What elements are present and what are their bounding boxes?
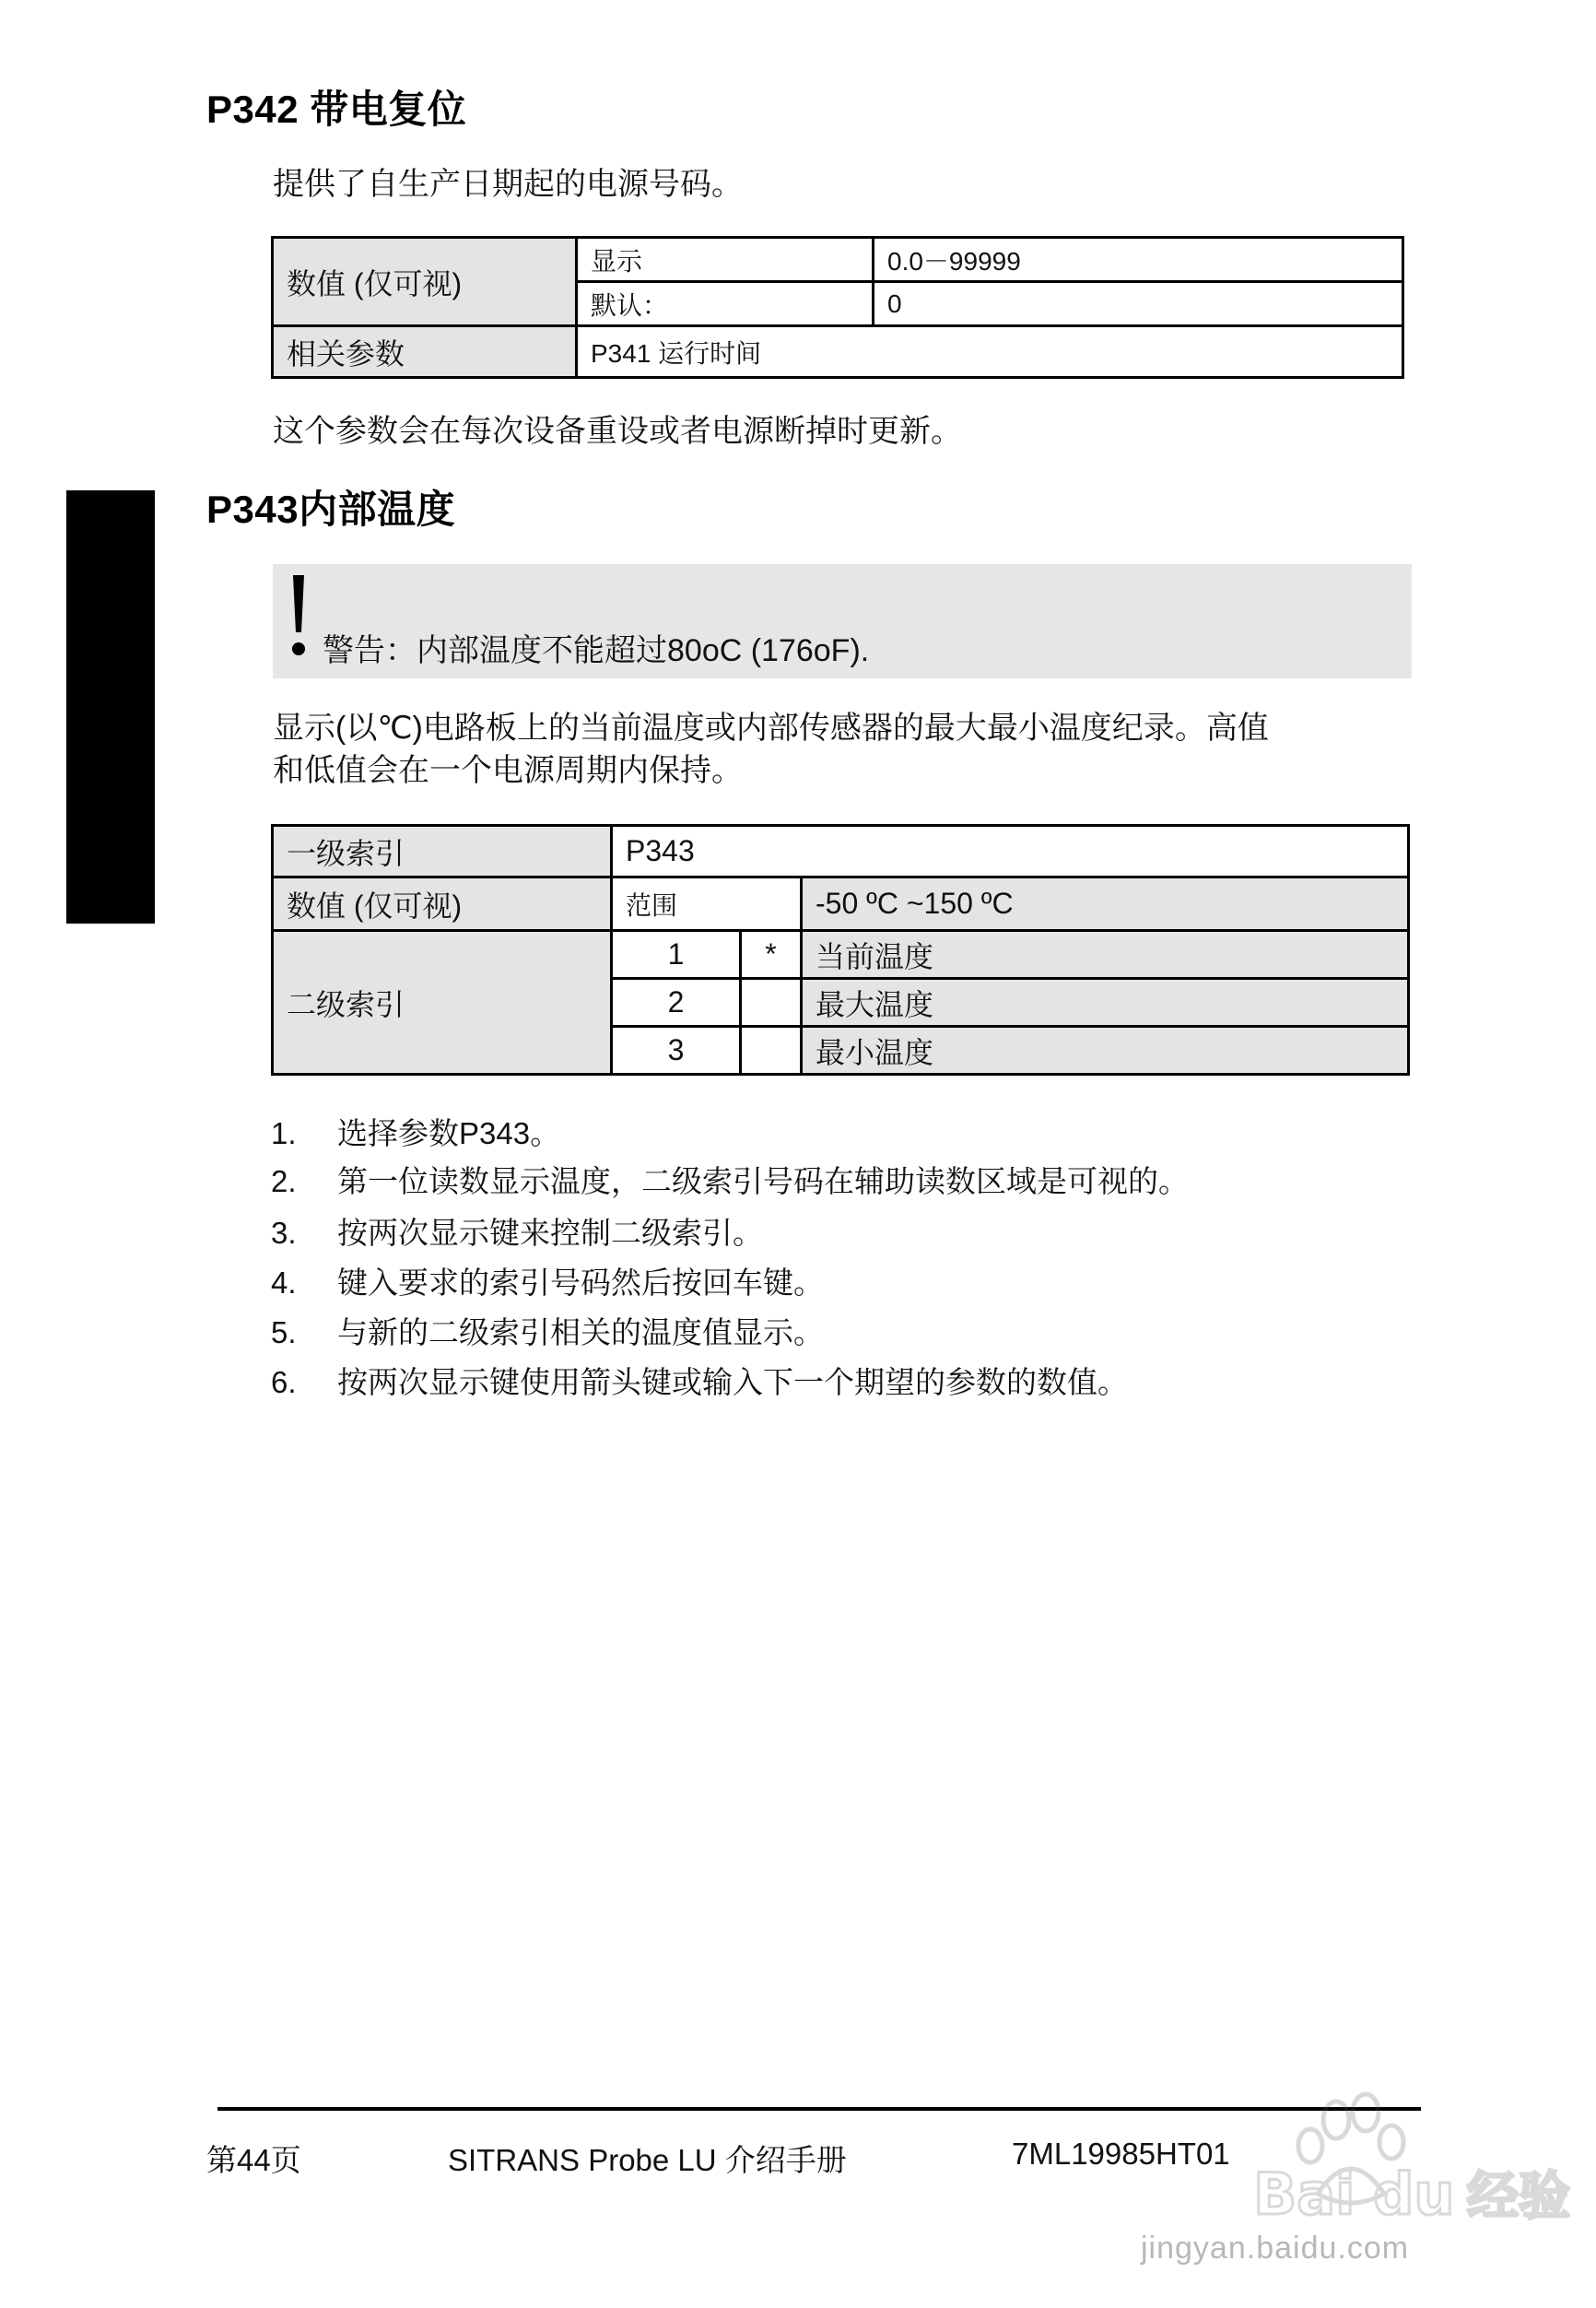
watermark-url: jingyan.baidu.com — [1141, 2231, 1410, 2266]
p342-note: 这个参数会在每次设备重设或者电源断掉时更新。 — [273, 414, 962, 449]
svg-text:du: du — [1373, 2161, 1455, 2228]
p343-table — [271, 824, 1410, 1076]
index-row-number: 3 — [612, 1027, 741, 1075]
footer-manual-title: SITRANS Probe LU 介绍手册 — [448, 2143, 847, 2177]
p342-description: 提供了自生产日期起的电源号码。 — [273, 167, 743, 202]
warning-exclamation-icon — [289, 575, 308, 658]
p342-related-label: 相关参数 — [273, 326, 577, 378]
list-item — [271, 1259, 824, 1302]
p342-title: P342 带电复位 — [206, 88, 467, 131]
list-item — [271, 1110, 560, 1153]
step-number: 4. — [271, 1266, 297, 1300]
index-row-number: 1 — [612, 931, 741, 979]
index-row-mark — [741, 979, 802, 1027]
baidu-watermark-logo — [1253, 2085, 1594, 2232]
index-row-mark: * — [741, 931, 802, 979]
secondary-index-label: 二级索引 — [273, 931, 612, 1075]
p342-display-label: 显示 — [577, 238, 874, 282]
p343-value-label: 数值 (仅可视) — [273, 877, 612, 931]
p342-table — [271, 236, 1404, 379]
step-text: 与新的二级索引相关的温度值显示。 — [337, 1315, 824, 1349]
warning-text: 警告：内部温度不能超过80oC (176oF). — [323, 633, 870, 668]
primary-index-value: P343 — [612, 826, 1409, 877]
svg-text:经验: 经验 — [1467, 2167, 1570, 2227]
step-number: 6. — [271, 1365, 297, 1399]
p343-description-line1: 显示(以℃)电路板上的当前温度或内部传感器的最大最小温度纪录。高值 — [273, 711, 1269, 746]
p342-default-label: 默认： — [577, 282, 874, 326]
p342-default-value: 0 — [874, 282, 1403, 326]
step-text: 按两次显示键来控制二级索引。 — [337, 1216, 763, 1250]
p343-description-line2: 和低值会在一个电源周期内保持。 — [273, 753, 743, 788]
list-item — [271, 1209, 763, 1253]
step-number: 3. — [271, 1216, 297, 1250]
footer-page-number: 第44页 — [206, 2143, 301, 2177]
step-text: 按两次显示键使用箭头键或输入下一个期望的参数的数值。 — [337, 1365, 1128, 1399]
p342-related-value: P341 运行时间 — [577, 326, 1403, 378]
p343-title: P343内部温度 — [206, 488, 456, 531]
section-tab — [66, 490, 155, 924]
step-text: 选择参数P343。 — [337, 1116, 561, 1150]
svg-text:Bai: Bai — [1253, 2161, 1355, 2228]
index-row-number: 2 — [612, 979, 741, 1027]
p342-display-value: 0.0－99999 — [874, 238, 1403, 282]
range-label: 范围 — [612, 877, 802, 931]
step-number: 2. — [271, 1164, 297, 1198]
step-text: 键入要求的索引号码然后按回车键。 — [337, 1266, 824, 1300]
step-number: 5. — [271, 1315, 297, 1349]
index-row-description: 最大温度 — [802, 979, 1409, 1027]
footer-divider — [217, 2107, 1421, 2111]
step-text: 第一位读数显示温度，二级索引号码在辅助读数区域是可视的。 — [337, 1164, 1189, 1198]
step-number: 1. — [271, 1116, 297, 1150]
p342-value-label: 数值 (仅可视) — [273, 238, 577, 326]
index-row-description: 最小温度 — [802, 1027, 1409, 1075]
index-row-mark — [741, 1027, 802, 1075]
primary-index-label: 一级索引 — [273, 826, 612, 877]
list-item — [271, 1158, 1189, 1201]
list-item — [271, 1359, 1128, 1402]
range-value: -50 ºC ~150 ºC — [802, 877, 1409, 931]
list-item — [271, 1309, 824, 1352]
footer-document-code: 7ML19985HT01 — [1012, 2137, 1230, 2171]
index-row-description: 当前温度 — [802, 931, 1409, 979]
